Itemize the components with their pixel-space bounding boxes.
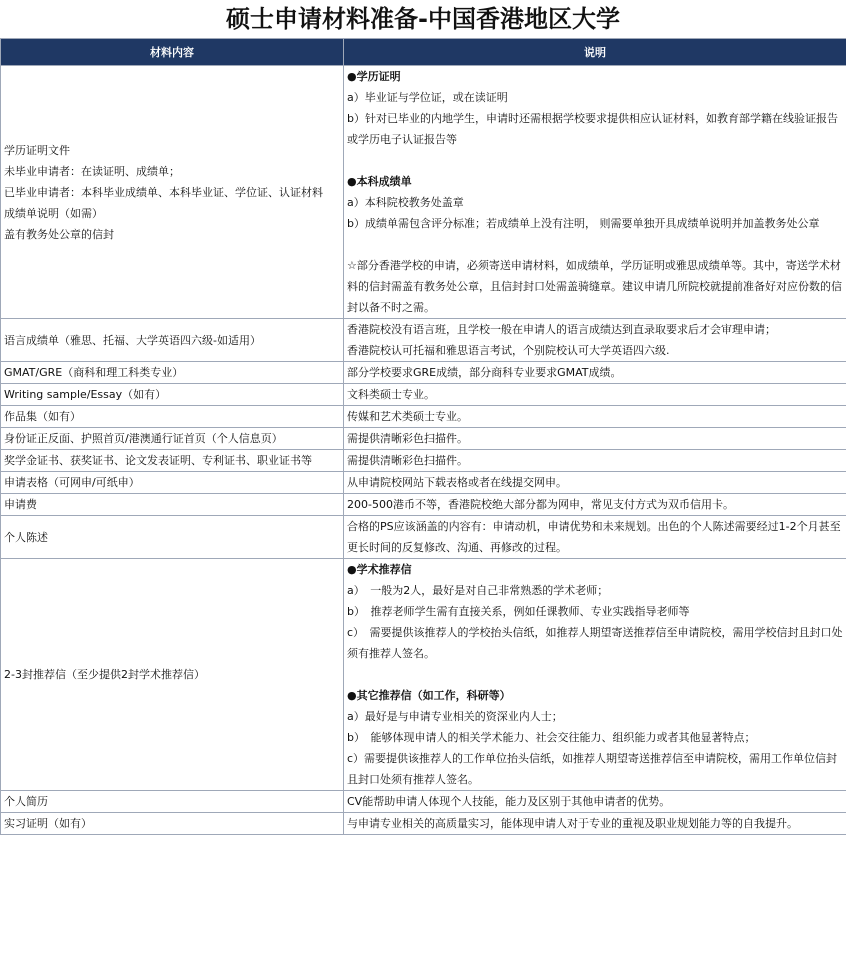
- row-cv-material: 个人简历: [1, 791, 344, 813]
- section-heading: ●学历证明: [347, 70, 401, 83]
- desc-line: a） 一般为2人，最好是对自己非常熟悉的学术老师；: [347, 584, 609, 597]
- note-line: ☆部分香港学校的申请，必须寄送申请材料，如成绩单，学历证明或雅思成绩单等。其中，寄送学术材料的信封需盖有教务处公章，且信封封口处需盖骑缝章。建议申请几所院校就提前准备好对应份数的信封以备不时之需。: [347, 259, 842, 314]
- table-row: [1, 450, 846, 472]
- row-rec-material: 2-3封推荐信（至少提供2封学术推荐信）: [1, 559, 344, 791]
- row-portfolio-material: 作品集（如有）: [1, 406, 344, 428]
- row-awards-desc: 需提供清晰彩色扫描件。: [344, 450, 846, 472]
- section-heading: ●学术推荐信: [347, 563, 412, 576]
- desc-line: 香港院校没有语言班，且学校一般在申请人的语言成绩达到直录取要求后才会审理申请；: [347, 323, 776, 336]
- table-row: [1, 791, 846, 813]
- row-intern-material: 实习证明（如有）: [1, 813, 344, 835]
- row-cv-desc: CV能帮助申请人体现个人技能，能力及区别于其他申请者的优势。: [344, 791, 846, 813]
- table-row: [1, 66, 846, 319]
- row-language-desc: [344, 319, 846, 362]
- row-gmat-desc: 部分学校要求GRE成绩，部分商科专业要求GMAT成绩。: [344, 362, 846, 384]
- degree-line-1: 学历证明文件: [4, 143, 70, 157]
- header-material: 材料内容: [1, 39, 344, 66]
- row-id-desc: 需提供清晰彩色扫描件。: [344, 428, 846, 450]
- desc-line: b）成绩单需包含评分标准；若成绩单上没有注明， 则需要单独开具成绩单说明并加盖教务处公章: [347, 217, 820, 230]
- row-degree-material: [1, 66, 344, 319]
- table-row: [1, 516, 846, 559]
- row-intern-desc: 与申请专业相关的高质量实习，能体现申请人对于专业的重视及职业规划能力等的自我提升。: [344, 813, 846, 835]
- desc-line: c） 需要提供该推荐人的学校抬头信纸，如推荐人期望寄送推荐信至申请院校，需用学校信封且封口处须有推荐人签名。: [347, 626, 843, 660]
- section-heading: ●本科成绩单: [347, 175, 412, 188]
- table-row: [1, 406, 846, 428]
- row-rec-desc: [344, 559, 846, 791]
- table-row: [1, 362, 846, 384]
- desc-line: a）毕业证与学位证，或在读证明: [347, 91, 508, 104]
- desc-line: c）需要提供该推荐人的工作单位抬头信纸，如推荐人期望寄送推荐信至申请院校，需用工作单位信封且封口处须有推荐人签名。: [347, 752, 838, 786]
- section-heading: ●其它推荐信（如工作，科研等）: [347, 689, 511, 702]
- row-ps-desc: 合格的PS应该涵盖的内容有：申请动机，申请优势和未来规划。出色的个人陈述需要经过1-2个月甚至更长时间的反复修改、沟通、再修改的过程。: [344, 516, 846, 559]
- table-row: [1, 559, 846, 791]
- page-title: 硕士申请材料准备-中国香港地区大学: [226, 5, 620, 33]
- row-language-material: 语言成绩单（雅思、托福、大学英语四六级-如适用）: [1, 319, 344, 362]
- table-row: [1, 472, 846, 494]
- row-ps-material: 个人陈述: [1, 516, 344, 559]
- row-form-desc: 从申请院校网站下载表格或者在线提交网申。: [344, 472, 846, 494]
- degree-line-4: 成绩单说明（如需）: [4, 206, 103, 220]
- desc-line: b） 能够体现申请人的相关学术能力、社会交往能力、组织能力或者其他显著特点；: [347, 731, 756, 744]
- row-fee-material: 申请费: [1, 494, 344, 516]
- desc-line: b）针对已毕业的内地学生，申请时还需根据学校要求提供相应认证材料，如教育部学籍在线验证报告或学历电子认证报告等: [347, 112, 838, 146]
- header-desc: 说明: [344, 39, 846, 66]
- degree-line-5: 盖有教务处公章的信封: [4, 227, 114, 241]
- row-portfolio-desc: 传媒和艺术类硕士专业。: [344, 406, 846, 428]
- degree-line-3: 已毕业申请者：本科毕业成绩单、本科毕业证、学位证、认证材料: [4, 185, 323, 199]
- row-gmat-material: GMAT/GRE（商科和理工科类专业）: [1, 362, 344, 384]
- desc-line: a）本科院校教务处盖章: [347, 196, 464, 209]
- table-row: [1, 428, 846, 450]
- desc-line: a）最好是与申请专业相关的资深业内人士；: [347, 710, 563, 723]
- materials-table: [0, 38, 846, 835]
- desc-line: b） 推荐老师学生需有直接关系，例如任课教师、专业实践指导老师等: [347, 605, 690, 618]
- table-row: [1, 319, 846, 362]
- row-writing-material: Writing sample/Essay（如有）: [1, 384, 344, 406]
- row-degree-desc: [344, 66, 846, 319]
- table-row: [1, 494, 846, 516]
- desc-line: 香港院校认可托福和雅思语言考试，个别院校认可大学英语四六级.: [347, 344, 670, 357]
- row-id-material: 身份证正反面、护照首页/港澳通行证首页（个人信息页）: [1, 428, 344, 450]
- degree-line-2: 未毕业申请者：在读证明、成绩单；: [4, 164, 180, 178]
- row-awards-material: 奖学金证书、获奖证书、论文发表证明、专利证书、职业证书等: [1, 450, 344, 472]
- row-fee-desc: 200-500港币不等，香港院校绝大部分都为网申，常见支付方式为双币信用卡。: [344, 494, 846, 516]
- row-form-material: 申请表格（可网申/可纸申）: [1, 472, 344, 494]
- table-row: [1, 813, 846, 835]
- table-header-row: [1, 39, 846, 66]
- row-writing-desc: 文科类硕士专业。: [344, 384, 846, 406]
- table-row: [1, 384, 846, 406]
